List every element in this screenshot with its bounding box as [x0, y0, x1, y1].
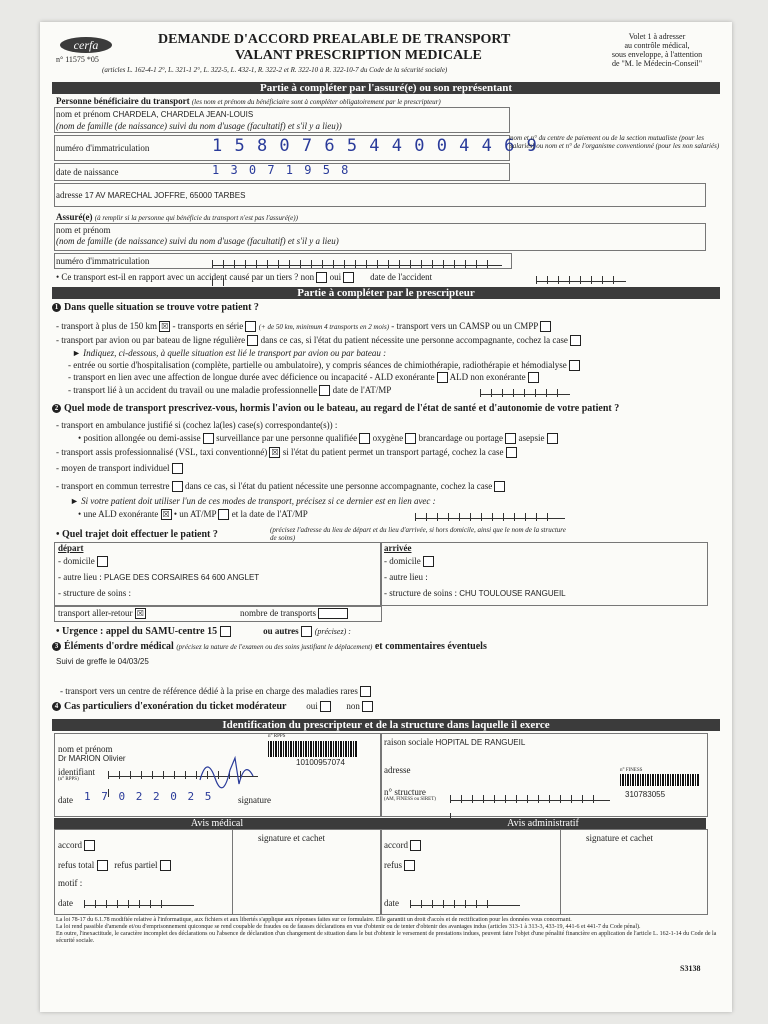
footer-line1: La loi 78-17 du 6.1.78 modifiée relative à l'informatique, aux fichiers et aux libertés s'applique aux réponses faites sur ce formulaire. Elle garantit un droit d'accès et de rectification pour les données vous concernant.: [56, 917, 572, 923]
form-sheet: [40, 22, 732, 1012]
arrivee-structure-label: - structure de soins :: [384, 588, 457, 598]
finess-small-label: n° FINESS: [620, 768, 643, 773]
q4-oui-label: oui: [306, 701, 318, 711]
adm-refus-checkbox[interactable]: [404, 860, 415, 871]
q2-vsl-checkbox[interactable]: ☒: [271, 448, 279, 458]
adm-refus-row: [384, 860, 415, 871]
n-structure-sub: (AM, FINESS ou SIRET): [384, 797, 436, 802]
reference-checkbox[interactable]: [360, 686, 371, 697]
accident-non-checkbox[interactable]: [316, 272, 327, 283]
arrivee-domicile-label: - domicile: [384, 556, 421, 566]
q1-line4: [68, 360, 580, 371]
adresse-row: [56, 190, 245, 200]
structure-adresse-label: adresse: [384, 765, 411, 775]
q2-commun-checkbox[interactable]: [172, 481, 183, 492]
q2-ald-label: • une ALD exonérante: [78, 509, 159, 519]
arrivee-domicile-checkbox[interactable]: [423, 556, 434, 567]
q1-ald-non-label: ALD non exonérante: [449, 372, 526, 382]
q2-brancardage-label: brancardage ou portage: [418, 433, 504, 443]
accident-non-label: non: [300, 272, 315, 282]
q2-atmp-checkbox[interactable]: [218, 509, 229, 520]
depart-domicile-row: [58, 556, 108, 567]
q2-commun-accomp-checkbox[interactable]: [494, 481, 505, 492]
q2-commun-label: - transport en commun terrestre: [56, 481, 170, 491]
med-motif-label: motif :: [58, 878, 83, 888]
nom-sub: (nom de famille (de naissance) suivi du nom d'usage (facultatif) et s'il y a lieu)): [56, 121, 342, 131]
aller-retour-row: [58, 608, 146, 619]
q2-atmp-date-ticks[interactable]: [415, 508, 565, 519]
immat-value[interactable]: 1 5 8 0 7 6 5 4 4 0 0 4 4 6 9: [212, 136, 538, 156]
section-bar-assure: Partie à compléter par l'assuré(e) ou son représentant: [52, 82, 720, 94]
q3-note: (précisez la nature de l'examen ou des soins justifiant le déplacement): [176, 643, 373, 651]
q1-150km-label: - transport à plus de 150 km: [56, 321, 157, 331]
q1-line6: [68, 385, 391, 396]
med-refus-total-checkbox[interactable]: [97, 860, 108, 871]
q1-ald-non-checkbox[interactable]: [528, 372, 539, 383]
depart-autre-value[interactable]: PLAGE DES CORSAIRES 64 600 ANGLET: [103, 573, 260, 582]
q1-atmp-date-ticks[interactable]: [480, 384, 570, 395]
aller-retour-label: transport aller-retour: [58, 608, 133, 618]
q3-title: Éléments d'ordre médical: [64, 641, 174, 652]
q3-value[interactable]: Suivi de greffe le 04/03/25: [56, 657, 149, 666]
n-structure-ticks[interactable]: [450, 790, 610, 801]
q2-partage-label: si l'état du patient permet un transport partagé, cochez la case: [282, 447, 504, 457]
accident-oui-label: oui: [329, 272, 342, 282]
q2-line4: [56, 463, 183, 474]
date-value[interactable]: 1 7 0 2 2 0 2 5: [84, 790, 214, 803]
nom-value[interactable]: CHARDELA, CHARDELA JEAN-LOUIS: [112, 110, 254, 119]
q1-150km-checkbox[interactable]: ☒: [161, 322, 169, 332]
prescripteur-nom: [58, 744, 126, 764]
assure-nom-label: nom et prénom: [56, 225, 111, 235]
q1-avion-accomp-label: dans ce cas, si l'état du patient nécessite une personne accompagnante, cochez la case: [260, 335, 568, 345]
arrivee-structure-value[interactable]: CHU TOULOUSE RANGUEIL: [459, 589, 566, 598]
date-accident-label: date de l'accident: [370, 272, 433, 282]
raison-value[interactable]: HOPITAL DE RANGUEIL: [435, 738, 526, 747]
med-refus-partiel-checkbox[interactable]: [160, 860, 171, 871]
footer-line2: La loi rend passible d'amende et/ou d'emprisonnement quiconque se rend coupable de fraudes ou de fausses déclarations en vue d'obtenir ou de tenter d'obtenir des avantages indus (articles 313-1 à 313-3, 433-19, 441-6 et 441-7 du Code pénal).: [56, 924, 641, 930]
beneficiaire-heading: Personne bénéficiaire du transport: [56, 96, 190, 106]
arrivee-label: arrivée: [384, 543, 412, 553]
form-title: DEMANDE D'ACCORD PREALABLE DE TRANSPORT: [158, 32, 511, 47]
identifiant-label: identifiant: [58, 767, 95, 777]
form-number: n° 11575 *05: [56, 55, 99, 64]
q2-oxygene-checkbox[interactable]: [405, 433, 416, 444]
q2-question: Quel mode de transport prescrivez-vous, hormis l'avion ou le bateau, au regard de l'état de santé et d'autonomie de votre patient ?: [64, 403, 620, 414]
q2-atmp-date-label: et la date de l'AT/MP: [231, 509, 308, 519]
depart-autre-row: [58, 572, 259, 582]
q1-avion-accomp-checkbox[interactable]: [570, 335, 581, 346]
adresse-label: adresse: [56, 190, 83, 200]
legal-references: (articles L. 162-4-1 2°, L. 321-1 2°, L. 322-5, L. 432-1, R. 322-2 et R. 322-10 à R. 322-10-7 du Code de la sécurité sociale): [102, 66, 448, 74]
q2-number: 2: [52, 404, 61, 413]
q1-avion-label: - transport par avion ou par bateau de ligne régulière: [56, 335, 246, 345]
q3-number: 3: [52, 642, 61, 651]
autres-label: ou autres: [263, 626, 299, 636]
depart-structure-label: - structure de soins :: [58, 588, 131, 598]
q3-row: [52, 641, 487, 652]
n-structure-label: n° structure: [384, 787, 426, 797]
q1-line1: [56, 321, 551, 332]
q2-ald-checkbox[interactable]: ☒: [162, 510, 170, 520]
assure-heading: Assuré(e): [56, 212, 93, 222]
q2-line6: ► Si votre patient doit utiliser l'un de ces modes de transport, précisez si ce dernier est en lien avec :: [70, 496, 436, 506]
q1-avion-checkbox[interactable]: [247, 335, 258, 346]
q2-ambulance-label: - transport en ambulance justifié si (cochez la(les) case(s) correspondante(s)) :: [56, 420, 338, 430]
med-refus-partiel-label: refus partiel: [114, 860, 158, 870]
q1-number: 1: [52, 303, 61, 312]
depart-autre-label: - autre lieu :: [58, 572, 102, 582]
adm-accord-checkbox[interactable]: [410, 840, 421, 851]
footer-code: S3138: [680, 964, 701, 973]
avis-medical-bar: Avis médical: [54, 818, 380, 829]
q1-camsp-label: - transport vers un CAMSP ou un CMPP: [391, 321, 538, 331]
arrivee-autre-label: - autre lieu :: [384, 572, 428, 582]
identifiant-sub: (n° RPPS): [58, 777, 79, 782]
autres-checkbox[interactable]: [301, 626, 312, 637]
footer-legal: [56, 917, 720, 945]
form-subtitle: VALANT PRESCRIPTION MEDICALE: [235, 48, 482, 63]
q2-surveillance-label: surveillance par une personne qualifiée: [216, 433, 358, 443]
naissance-value[interactable]: 1 3 0 7 1 9 5 8: [212, 163, 351, 177]
trajet-note: (précisez l'adresse du lieu de départ et du lieu d'arrivée, si hors domicile, ainsi que le nom de la structure de soins): [270, 526, 566, 542]
q2-individuel-label: - moyen de transport individuel: [56, 463, 170, 473]
assure-note: (à remplir si la personne qui bénéficie du transport n'est pas l'assuré(e)): [94, 214, 298, 222]
beneficiaire-note: (les nom et prénom du bénéficiaire sont à compléter obligatoirement par le prescripteur): [191, 98, 441, 106]
beneficiaire-row: [56, 96, 441, 106]
reference-label: - transport vers un centre de référence dédié à la prise en charge des maladies rares: [60, 686, 358, 696]
q1-line2: [56, 335, 581, 346]
q1-serie-label: - transports en série: [172, 321, 244, 331]
assure-immat-ticks[interactable]: [212, 255, 502, 266]
arrivee-structure-row: [384, 588, 566, 598]
q2-individuel-checkbox[interactable]: [172, 463, 183, 474]
q2-line2: [78, 433, 558, 444]
adm-signature-label: signature et cachet: [586, 833, 653, 843]
q2-line1: [56, 420, 337, 430]
assure-immat-label: numéro d'immatriculation: [56, 256, 150, 266]
cerfa-logo: cerfa: [60, 37, 112, 53]
finess-value[interactable]: 310783055: [625, 790, 666, 799]
centre-note: nom et n° du centre de paiement ou de la section mutualiste (pour les salariés) ou nom et n° de l'organisme conventionné (pour les non salariés): [510, 134, 720, 150]
q2-surveillance-checkbox[interactable]: [359, 433, 370, 444]
adm-accord-label: accord: [384, 840, 408, 850]
nom-label: nom et prénom: [56, 109, 111, 119]
depart-domicile-checkbox[interactable]: [97, 556, 108, 567]
q2-atmp-label: • un AT/MP: [173, 509, 217, 519]
q4-non-label: non: [346, 701, 360, 711]
depart-domicile-label: - domicile: [58, 556, 95, 566]
precisez-label: (précisez) :: [314, 627, 351, 636]
q3-tail: et commentaires éventuels: [374, 641, 487, 652]
med-accord-checkbox[interactable]: [84, 840, 95, 851]
med-accord-row: [58, 840, 95, 851]
prescripteur-nom-label: nom et prénom: [58, 744, 113, 754]
q2-vsl-label: - transport assis professionnalisé (VSL, taxi conventionné): [56, 447, 268, 457]
med-accord-label: accord: [58, 840, 82, 850]
q1-atmp-date-label: date de l'AT/MP: [332, 385, 392, 395]
depart-label: départ: [58, 543, 84, 553]
raison-label: raison sociale: [384, 737, 434, 747]
q2-line3: [56, 447, 517, 458]
q2-allongee-checkbox[interactable]: [203, 433, 214, 444]
rpps-barcode: [268, 741, 358, 757]
q2-asepsie-label: asepsie: [518, 433, 545, 443]
finess-barcode: [620, 774, 700, 786]
adm-date-label: date: [384, 898, 399, 908]
q1-indiquez: ► Indiquez, ci-dessous, à quelle situation est lié le transport par avion ou par bateau :: [72, 348, 387, 358]
signature-scribble: [195, 750, 275, 790]
section-bar-identification: Identification du prescripteur et de la structure dans laquelle il exerce: [52, 719, 720, 731]
q1-camsp-checkbox[interactable]: [540, 321, 551, 332]
q1-serie-checkbox[interactable]: [245, 321, 256, 332]
nb-transports-row: [240, 608, 348, 619]
reference-row: [60, 686, 371, 697]
adm-refus-label: refus: [384, 860, 402, 870]
raison-row: [384, 737, 525, 747]
rpps-value: 10100957074: [296, 758, 345, 767]
trajet-question: Quel trajet doit effectuer le patient ?: [62, 529, 218, 540]
q1-atmp-checkbox[interactable]: [319, 385, 330, 396]
date-accident-ticks[interactable]: [536, 271, 626, 282]
med-refus-row: [58, 860, 171, 871]
volet-note: Volet 1 à adresser au contrôle médical, sous enveloppe, à l'attention de "M. le Médecin-Conseil": [611, 32, 703, 68]
immat-label: numéro d'immatriculation: [56, 143, 150, 153]
trajet-row: • Quel trajet doit effectuer le patient ?: [56, 529, 218, 540]
q2-asepsie-checkbox[interactable]: [547, 433, 558, 444]
signature-label: signature: [238, 795, 271, 805]
footer-line3: En outre, l'inexactitude, le caractère incomplet des déclarations ou l'absence de déclaration d'un changement de situation dans le but d'obtenir le versement de prestations indues, peuvent faire l'objet d'une pénalité financière en application de l'article L. 162-1-14 du Code de la sécurité sociale.: [56, 931, 717, 944]
adm-date-ticks[interactable]: [410, 895, 520, 906]
nb-transports-label: nombre de transports: [240, 608, 316, 618]
urgence-checkbox[interactable]: [220, 626, 231, 637]
naissance-label: date de naissance: [56, 167, 119, 177]
q2-line5: [56, 481, 505, 492]
q2-commun-accomp-label: dans ce cas, si l'état du patient nécessite une personne accompagnante, cochez la case: [184, 481, 493, 491]
q1-ald-checkbox[interactable]: [437, 372, 448, 383]
med-date-label: date: [58, 898, 73, 908]
q1-ald-label: - transport en lien avec une affection de longue durée avec déficience ou incapacité - ALD exonérante: [68, 372, 435, 382]
med-signature-label: signature et cachet: [258, 833, 325, 843]
q1-serie-note: (+ de 50 km, minimum 4 transports en 2 mois): [258, 323, 390, 331]
adm-accord-row: [384, 840, 421, 851]
q1-atmp-label: - transport lié à un accident du travail ou une maladie professionnelle: [68, 385, 318, 395]
date-label: date: [58, 795, 73, 805]
q2-oxygene-label: oxygène: [372, 433, 404, 443]
prescripteur-nom-value[interactable]: Dr MARION Olivier: [58, 754, 126, 763]
section-bar-prescripteur: Partie à compléter par le prescripteur: [52, 287, 720, 299]
med-refus-total-label: refus total: [58, 860, 95, 870]
urgence-label: Urgence : appel du SAMU-centre 15: [62, 626, 218, 637]
nom-row: [56, 109, 253, 119]
arrivee-domicile-row: [384, 556, 434, 567]
accident-oui-checkbox[interactable]: [343, 272, 354, 283]
q2-row: [52, 403, 619, 414]
q4-non-checkbox[interactable]: [362, 701, 373, 712]
q2-partage-checkbox[interactable]: [506, 447, 517, 458]
q1-hospitalisation-label: - entrée ou sortie d'hospitalisation (complète, partielle ou ambulatoire), y compris séances de chimiothérapie, radiothérapie et hémodialyse: [68, 360, 567, 370]
adresse-value[interactable]: 17 AV MARECHAL JOFFRE, 65000 TARBES: [84, 191, 246, 200]
q4-row: [52, 701, 373, 712]
q1-line5: [68, 372, 539, 383]
q2-allongee-label: • position allongée ou demi-assise: [78, 433, 201, 443]
assure-row: [56, 212, 298, 222]
q1-question: Dans quelle situation se trouve votre patient ?: [64, 302, 259, 313]
q1-row: [52, 302, 259, 313]
q4-number: 4: [52, 702, 61, 711]
q2-brancardage-checkbox[interactable]: [505, 433, 516, 444]
q4-oui-checkbox[interactable]: [320, 701, 331, 712]
avis-admin-bar: Avis administratif: [380, 818, 706, 829]
accident-row: • Ce transport est-il en rapport avec un accident causé par un tiers ? non oui date de l'accident: [56, 272, 433, 282]
aller-retour-checkbox[interactable]: ☒: [136, 609, 144, 619]
rpps-small-label: n° RPPS: [268, 734, 286, 739]
accident-question: Ce transport est-il en rapport avec un accident causé par un tiers ?: [61, 272, 299, 282]
urgence-row: • Urgence : appel du SAMU-centre 15 ou autres (précisez) :: [56, 626, 351, 637]
med-date-ticks[interactable]: [84, 895, 194, 906]
nb-transports-input[interactable]: [318, 608, 348, 619]
q4-title: Cas particuliers d'exonération du ticket modérateur: [64, 701, 287, 712]
assure-nom-sub: (nom de famille (de naissance) suivi du nom d'usage (facultatif) et s'il y a lieu): [56, 236, 339, 246]
q1-hospitalisation-checkbox[interactable]: [569, 360, 580, 371]
q2-line7: [78, 509, 308, 520]
